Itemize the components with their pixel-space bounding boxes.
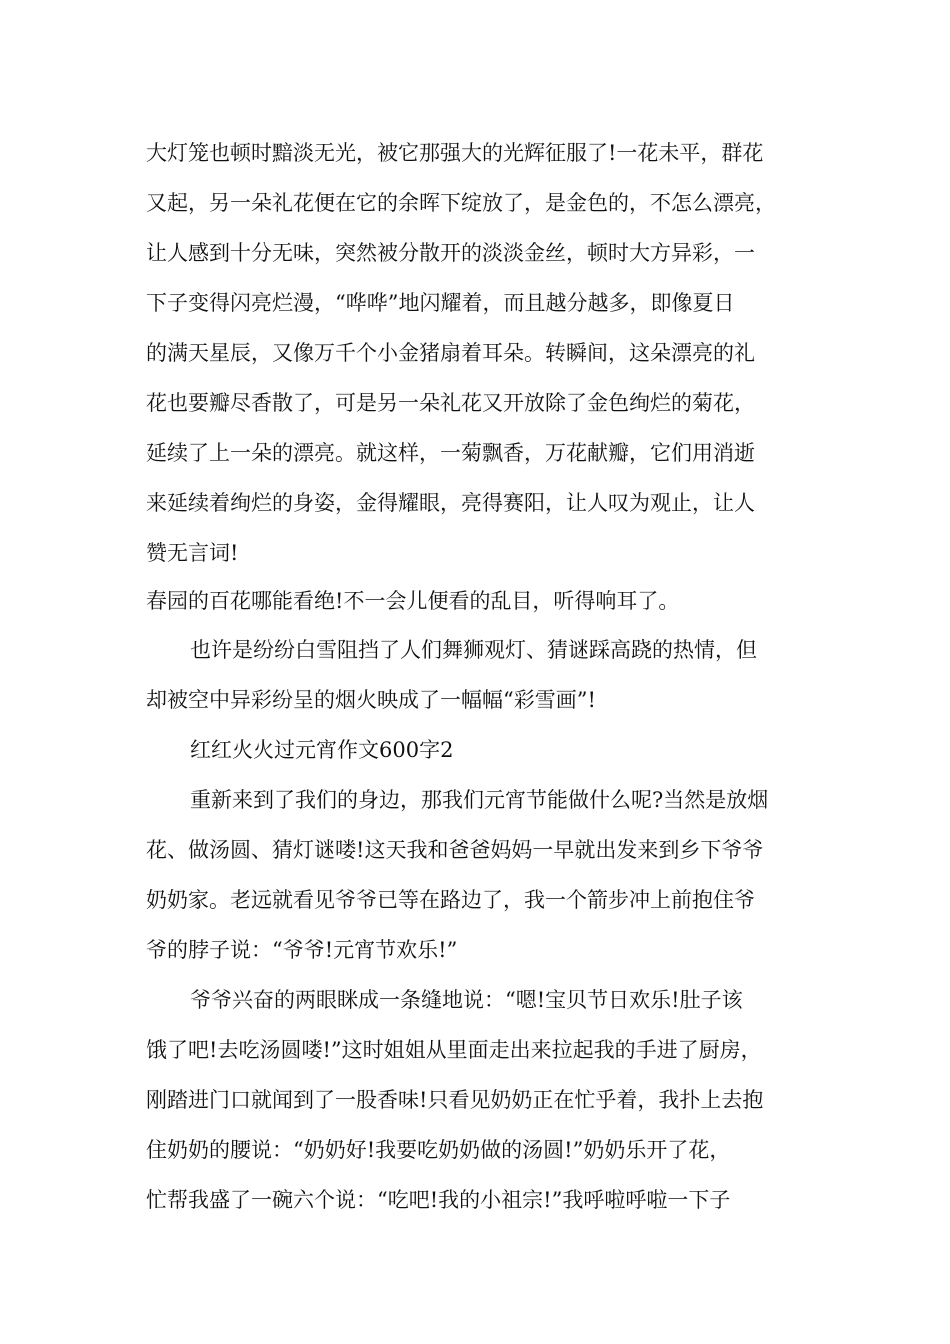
text-line: 延续了上一朵的漂亮。就这样，一菊飘香，万花献瓣，它们用消逝 (146, 441, 755, 465)
text-line: 下子变得闪亮烂漫，“哗哗”地闪耀着，而且越分越多，即像夏日 (146, 291, 735, 315)
paragraph-first-line: 爷爷兴奋的两眼眯成一条缝地说：“嗯!宝贝节日欢乐!肚子该 (190, 988, 743, 1012)
text-line: 又起，另一朵礼花便在它的余晖下绽放了，是金色的，不怎么漂亮， (146, 191, 776, 215)
text-line: 奶奶家。老远就看见爷爷已等在路边了，我一个箭步冲上前抱住爷 (146, 888, 755, 912)
text-line: 让人感到十分无味，突然被分散开的淡淡金丝，顿时大方异彩，一 (146, 241, 755, 265)
text-line: 赞无言词! (146, 541, 239, 565)
text-line: 忙帮我盛了一碗六个说：“吃吧!我的小祖宗!”我呼啦呼啦一下子 (146, 1188, 731, 1212)
text-line: 的满天星辰，又像万千个小金猪扇着耳朵。转瞬间，这朵漂亮的礼 (146, 341, 755, 365)
section-heading: 红红火火过元宵作文600字2 (190, 738, 454, 762)
text-line: 春园的百花哪能看绝!不一会儿便看的乱目，听得响耳了。 (146, 589, 680, 613)
text-line: 住奶奶的腰说：“奶奶好!我要吃奶奶做的汤圆!”奶奶乐开了花， (146, 1138, 731, 1162)
text-line: 饿了吧!去吃汤圆喽!”这时姐姐从里面走出来拉起我的手进了厨房， (146, 1038, 762, 1062)
paragraph-first-line: 重新来到了我们的身边，那我们元宵节能做什么呢?当然是放烟 (190, 788, 769, 812)
text-line: 刚踏进门口就闻到了一股香味!只看见奶奶正在忙乎着，我扑上去抱 (146, 1088, 764, 1112)
text-line: 却被空中异彩纷呈的烟火映成了一幅幅“彩雪画”! (146, 688, 596, 712)
text-line: 花、做汤圆、猜灯谜喽!这天我和爸爸妈妈一早就出发来到乡下爷爷 (146, 838, 764, 862)
text-line: 花也要瓣尽香散了，可是另一朵礼花又开放除了金色绚烂的菊花， (146, 391, 755, 415)
text-line: 来延续着绚烂的身姿，金得耀眼，亮得赛阳，让人叹为观止，让人 (146, 491, 755, 515)
paragraph-first-line: 也许是纷纷白雪阻挡了人们舞狮观灯、猜谜踩高跷的热情，但 (190, 638, 757, 662)
text-line: 大灯笼也顿时黯淡无光，被它那强大的光辉征服了!一花未平，群花 (146, 141, 764, 165)
text-line: 爷的脖子说：“爷爷!元宵节欢乐!” (146, 938, 458, 962)
